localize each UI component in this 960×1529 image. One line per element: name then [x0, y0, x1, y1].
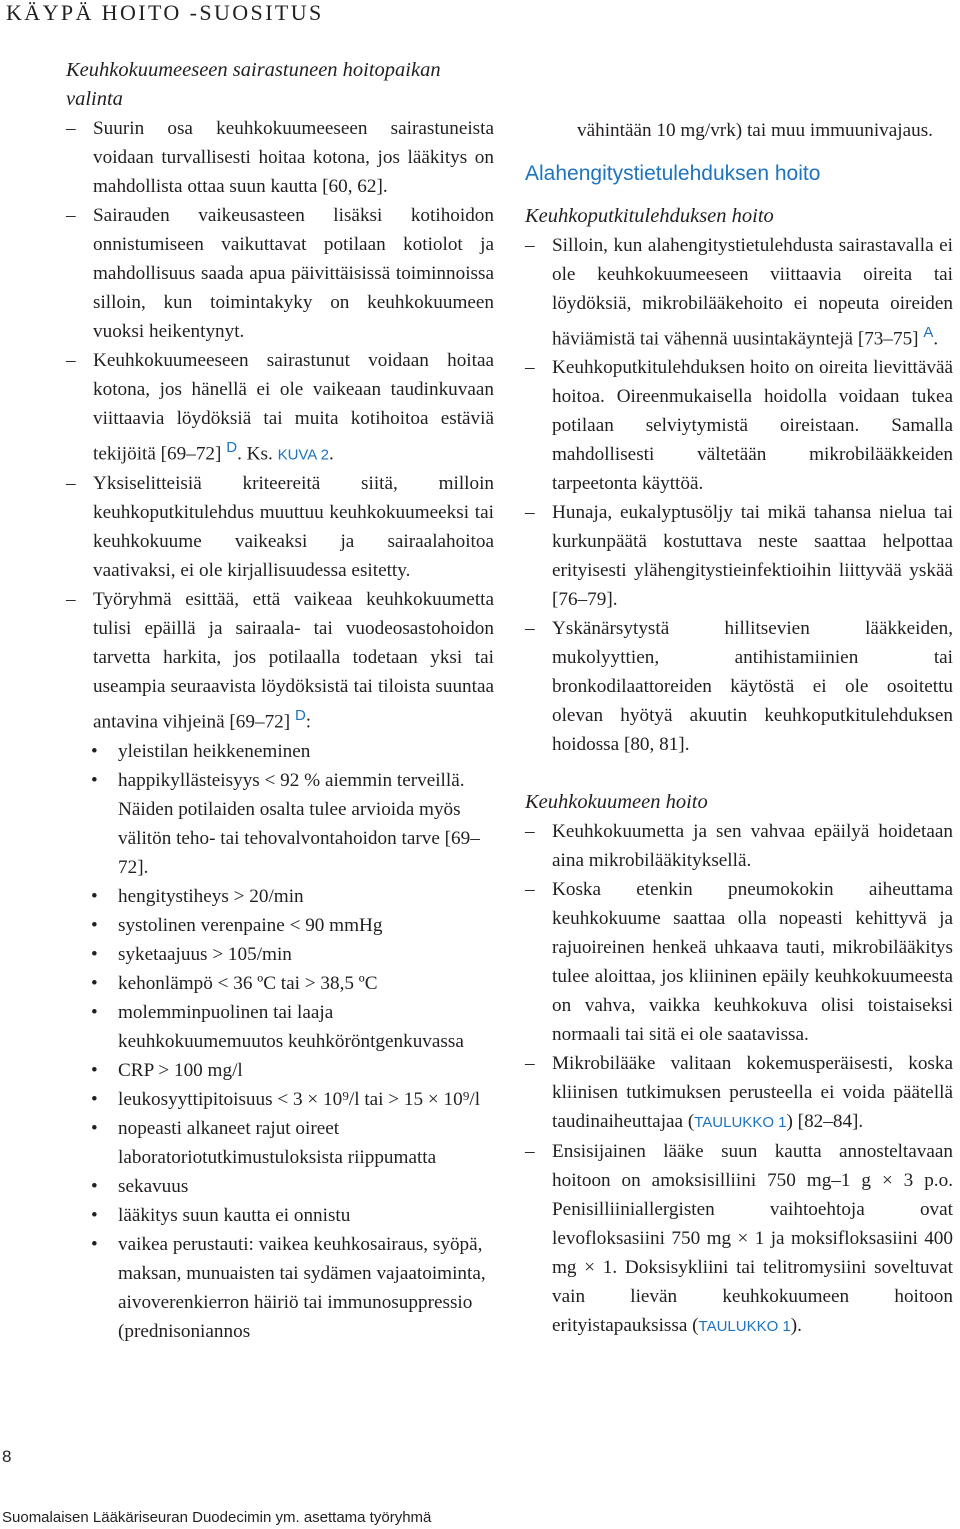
- bullet-item: • sekavuus: [91, 1175, 189, 1197]
- list-item: – Suurin osa keuhkokuumeeseen sairastuneista voidaan turvallisesti hoitaa kotona, jos lääkitys on mahdollista ottaa suun kautta [60, 62].: [66, 118, 494, 197]
- list-item: – Mikrobilääke valitaan kokemusperäisesti, koska kliinisen tutkimuksen perusteella ei voida päätellä taudinaiheuttajaa (TAULUKKO 1) [82–84].: [525, 1053, 953, 1133]
- list-item: – Työryhmä esittää, että vaikeaa keuhkokuumetta tulisi epäillä ja sairaala- tai vuodeosastohoidon tarvetta harkita, jos potilaalla todetaan yksi tai useampia seuraavista löydöksistä tai tiloista suuntaa antavina vihjeinä [69–72] $^D$:: [66, 589, 494, 733]
- list-item: – Keuhkoputkitulehduksen hoito on oireita lievittävää hoitoa. Oireenmukaisella hoidolla voidaan tukea potilaan selviytymistä oireistaan. Samalla mahdollisesti vältetään mikrobilääkkeiden tarpeetonta käyttöä.: [525, 357, 953, 495]
- bullet-item: • leukosyyttipitoisuus < 3 × 10⁹/l tai > 15 × 10⁹/l: [91, 1088, 481, 1110]
- page-number: 8: [2, 1447, 12, 1466]
- bullet-item: • systolinen verenpaine < 90 mmHg: [91, 914, 383, 936]
- list-item: – Sairauden vaikeusasteen lisäksi kotihoidon onnistumiseen vaikuttavat potilaan kotiolot ja mahdollisuus saada apua päivittäisissä toiminnoissa silloin, kun toimintakyky on keuhkokuumeen vuoksi heikentynyt.: [66, 205, 494, 342]
- subheading-bronchitis: Keuhkoputkitulehduksen hoito: [525, 205, 774, 227]
- list-item: – Hunaja, eukalyptusöljy tai mikä tahansa nielua tai kurkunpäätä kostuttava neste saattaa helpottaa erityisesti ylähengitystieinfektioihin liittyvää yskää [76–79].: [525, 502, 953, 611]
- evidence-grade-a: A: [923, 324, 934, 341]
- section-heading-care-place: Keuhkokuumeeseen sairastuneen hoitopaikan valinta: [66, 59, 441, 110]
- page-footer: Suomalaisen Lääkäriseuran Duodecimin ym. asettama työryhmä: [2, 1509, 432, 1526]
- bullet-item: • vaikea perustauti: vaikea keuhkosairaus, syöpä, maksan, munuaisten tai sydämen vajaatoiminta, aivoverenkierron häiriö tai immunosuppressio (prednisoniannos: [91, 1233, 486, 1342]
- table-link-taulukko-1[interactable]: TAULUKKO 1: [698, 1318, 791, 1336]
- bullet-item: • nopeasti alkaneet rajut oireet laboratoriotutkimustuloksista riippumatta: [91, 1117, 437, 1168]
- bullet-item: • hengitystiheys > 20/min: [91, 885, 304, 907]
- continued-text: vähintään 10 mg/vrk) tai muu immuunivajaus.: [577, 120, 933, 141]
- bullet-item: • happikyllästeisyys < 92 % aiemmin terveillä. Näiden potilaiden osalta tulee arvioida myös välitön teho- tai tehovalvontahoidon tarve [69–72].: [91, 769, 480, 878]
- bullet-item: • syketaajuus > 105/min: [91, 943, 292, 965]
- list-item: – Koska etenkin pneumokokin aiheuttama keuhkokuume saattaa olla nopeasti kehittyvä ja rajuoireinen henkeä uhkaava tauti, mikrobilääkitys tulee aloittaa, jos kliininen epäily keuhkokuumeesta on vahva, vaikka keuhkokuva olisi toistaiseksi normaali tai sitä ei ole saatavissa.: [525, 879, 953, 1046]
- bullet-item: • CRP > 100 mg/l: [91, 1059, 243, 1081]
- table-link-taulukko-1[interactable]: TAULUKKO 1: [694, 1114, 787, 1132]
- evidence-grade-d: D: [226, 439, 238, 456]
- list-item: – Yksiselitteisiä kriteereitä siitä, milloin keuhkoputkitulehdus muuttuu keuhkokuumeeksi tai keuhkokuume vaikeaksi ja sairaalahoitoa vaativaksi, ei ole kirjallisuudessa esitetty.: [66, 473, 494, 582]
- list-item: – Yskänärsytystä hillitsevien lääkkeiden, mukolyyttien, antihistamiinien tai bronkodilaattoreiden käytöstä ei ole osoitettu olevan hyötyä akuutin keuhkoputkitulehduksen hoidossa [80, 81].: [525, 618, 953, 756]
- list-item: – Keuhkokuumetta ja sen vahvaa epäilyä hoidetaan aina mikrobilääkityksellä.: [525, 821, 953, 872]
- figure-link-kuva-2[interactable]: KUVA 2: [277, 446, 329, 464]
- bullet-item: • yleistilan heikkeneminen: [91, 740, 311, 762]
- page-header: KÄYPÄ HOITO -SUOSITUS: [6, 0, 324, 25]
- bullet-item: • kehonlämpö < 36 ºC tai > 38,5 ºC: [91, 972, 378, 994]
- list-item: – Ensisijainen lääke suun kautta annosteltavaan hoitoon on amoksisilliini 750 mg–1 g × 3 p.o. Penisilliiniallergisten vaihtoehtoja ovat levofloksasiini 750 mg × 1 ja moksifloksasiini 400 mg × 1. Doksisykliini tai telitromysiini soveltuvat vain lievän keuhkokuumeen hoitoon erityistapauksissa (TAULUKKO 1).: [525, 1141, 953, 1337]
- right-column: [525, 116, 953, 1341]
- list-item: – Keuhkokuumeeseen sairastunut voidaan hoitaa kotona, jos hänellä ei ole vaikeaan taudinkuvaan viittaavia löydöksiä tai muita kotihoitoa estäviä tekijöitä [69–72] $^D$. Ks. KUVA 2.: [66, 350, 494, 465]
- left-column: [66, 56, 494, 1346]
- subheading-pneumonia: Keuhkokuumeen hoito: [525, 791, 708, 814]
- bullet-item: • lääkitys suun kautta ei onnistu: [91, 1204, 351, 1226]
- section-heading-treatment: Alahengitystietulehduksen hoito: [525, 162, 821, 185]
- list-item: – Silloin, kun alahengitystietulehdusta sairastavalla ei ole keuhkokuumeeseen viittaavia oireita tai löydöksiä, mikrobilääkehoito ei nopeuta oireiden häviämistä tai vähennä uusintakäyntejä [73–75] $^A$.: [525, 235, 953, 350]
- bullet-item: • molemminpuolinen tai laaja keuhkokuumemuutos keuhköröntgenkuvassa: [91, 1001, 464, 1052]
- evidence-grade-d: D: [294, 707, 306, 725]
